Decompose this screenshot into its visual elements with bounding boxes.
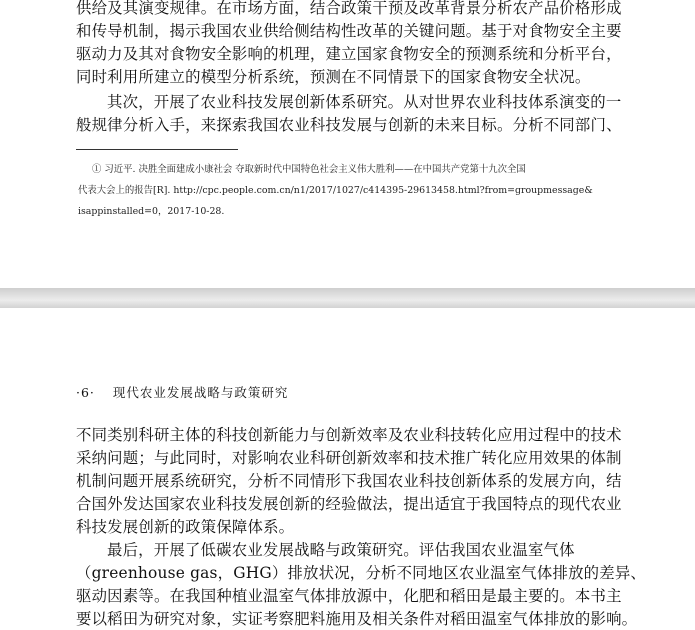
footnote-rule [76, 149, 238, 150]
paragraph-start-line: 其次，开展了农业科技发展创新体系研究。从对世界农业科技体系演变的一 [107, 93, 622, 111]
footnote-line: isappinstalled=0，2017-10-28. [78, 206, 225, 217]
body-line: 驱动因素等。在我国种植业温室气体排放源中，化肥和稻田是最主要的。本书主 [76, 587, 622, 605]
paragraph-start-line: 最后，开展了低碳农业发展战略与政策研究。评估我国农业温室气体 [107, 541, 575, 559]
body-line: 采纳问题；与此同时，对影响农业科研创新效率和技术推广转化应用效果的体制 [76, 449, 622, 467]
body-line: 同时利用所建立的模型分析系统，预测在不同情景下的国家食物安全状况。 [76, 68, 591, 86]
body-line: 供给及其演变规律。在市场方面，结合政策干预及改革背景分析农产品价格形成 [76, 0, 622, 17]
body-line: 般规律分析入手，来探索我国农业科技发展与创新的未来目标。分析不同部门、 [76, 116, 622, 134]
page-separator [0, 288, 695, 308]
body-line: 科技发展创新的政策保障体系。 [76, 518, 295, 536]
body-line: （greenhouse gas，GHG）排放状况，分析不同地区农业温室气体排放的差异、 [76, 564, 647, 582]
body-line: 驱动力及其对食物安全影响的机理，建立国家食物安全的预测系统和分析平台， [76, 45, 622, 63]
body-line: 要以稻田为研究对象，实证考察肥料施用及相关条件对稻田温室气体排放的影响。 [76, 610, 638, 628]
body-line: 和传导机制，揭示我国农业供给侧结构性改革的关键问题。基于对食物安全主要 [76, 22, 622, 40]
page-1 [0, 0, 695, 288]
page-2 [0, 308, 695, 629]
footnote-line: 代表大会上的报告[R]. http://cpc.people.com.cn/n1/2017/1027/c414395-29613458.html?from=groupmessage& [78, 185, 593, 196]
running-title: 现代农业发展战略与政策研究 [112, 385, 289, 400]
body-line: 机制问题开展系统研究，分析不同情形下我国农业科技创新体系的发展方向，结 [76, 472, 622, 490]
page-number: ·6· [76, 385, 95, 400]
body-line: 合国外发达国家农业科技发展创新的经验做法，提出适宜于我国特点的现代农业 [76, 495, 622, 513]
running-header [76, 383, 288, 401]
footnote-line: ① 习近平. 决胜全面建成小康社会 夺取新时代中国特色社会主义伟大胜利——在中国共产党第十九次全国 [92, 164, 526, 175]
body-line: 不同类别科研主体的科技创新能力与创新效率及农业科技转化应用过程中的技术 [76, 426, 622, 444]
